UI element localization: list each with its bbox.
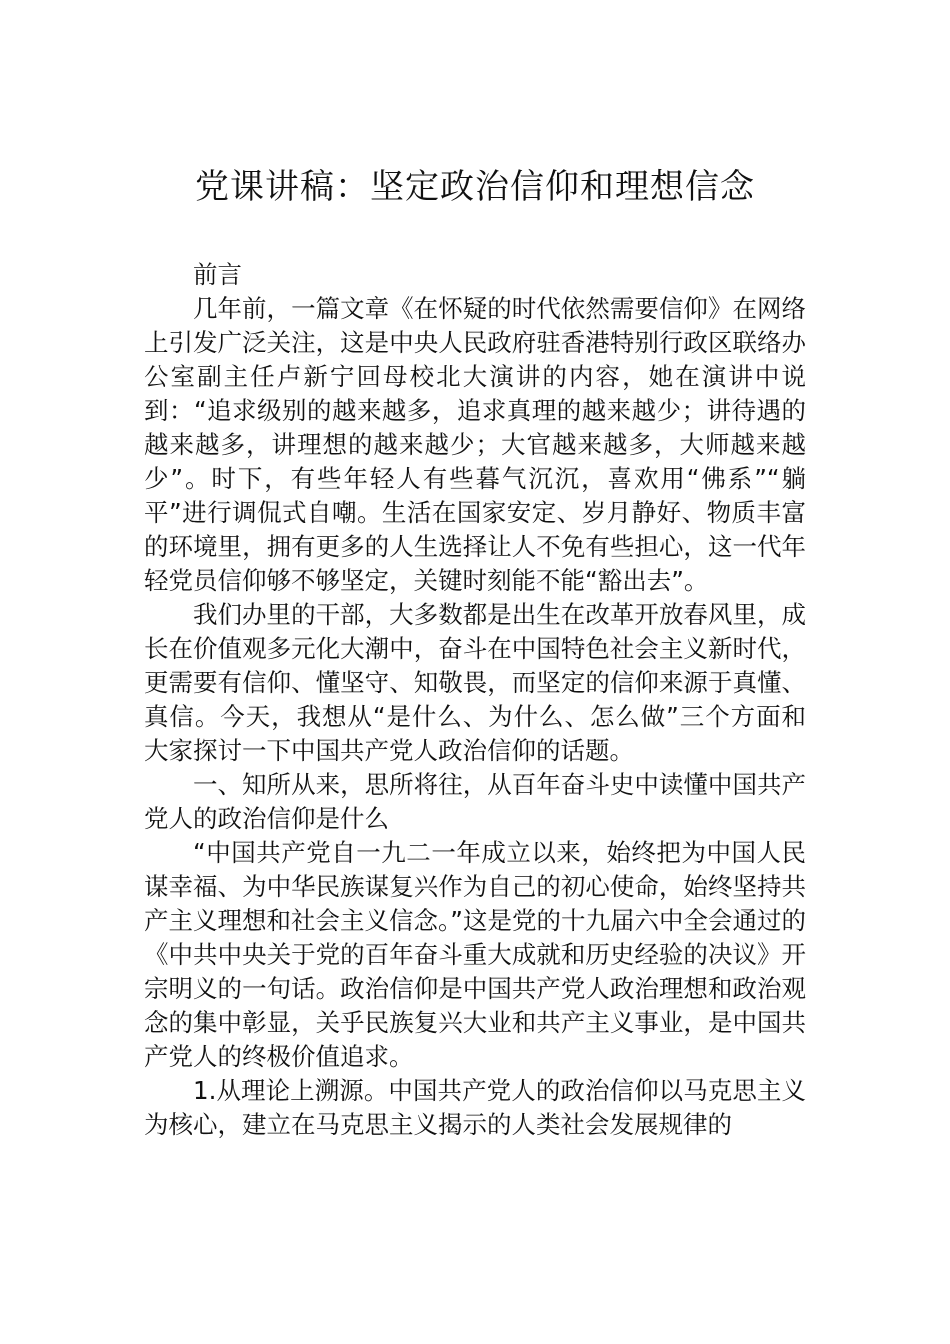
paragraph: 我们办里的干部，大多数都是出生在改革开放春风里，成长在价值观多元化大潮中，奋斗在中国特色社会主义新时代，更需要有信仰、懂坚守、知敬畏，而坚定的信仰来源于真懂、真信。今天，我想从“是什么、为什么、怎么做”三个方面和大家探讨一下中国共产党人政治信仰的话题。 <box>144 600 806 765</box>
document-body <box>144 258 806 1142</box>
section-heading: 一、知所从来，思所将往，从百年奋斗史中读懂中国共产党人的政治信仰是什么 <box>144 770 806 833</box>
paragraph: 几年前，一篇文章《在怀疑的时代依然需要信仰》在网络上引发广泛关注，这是中央人民政府驻香港特别行政区联络办公室副主任卢新宁回母校北大演讲的内容，她在演讲中说到：“追求级别的越来越多，追求真理的越来越少；讲待遇的越来越多，讲理想的越来越少；大官越来越多，大师越来越少”。时下，有些年轻人有些暮气沉沉，喜欢用“佛系”“躺平”进行调侃式自嘲。生活在国家安定、岁月静好、物质丰富的环境里，拥有更多的人生选择让人不免有些担心，这一代年轻党员信仰够不够坚定，关键时刻能不能“豁出去”。 <box>144 294 806 595</box>
section-heading-preface: 前言 <box>193 260 242 289</box>
paragraph: “中国共产党自一九二一年成立以来，始终把为中国人民谋幸福、为中华民族谋复兴作为自己的初心使命，始终坚持共产主义理想和社会主义信念。”这是党的十九届六中全会通过的《中共中央关于党的百年奋斗重大成就和历史经验的决议》开宗明义的一句话。政治信仰是中国共产党人政治理想和政治观念的集中彰显，关乎民族复兴大业和共产主义事业，是中国共产党人的终极价值追求。 <box>144 838 806 1071</box>
paragraph: 1.从理论上溯源。中国共产党人的政治信仰以马克思主义为核心，建立在马克思主义揭示的人类社会发展规律的 <box>144 1076 806 1139</box>
document-title: 党课讲稿：坚定政治信仰和理想信念 <box>195 167 755 207</box>
